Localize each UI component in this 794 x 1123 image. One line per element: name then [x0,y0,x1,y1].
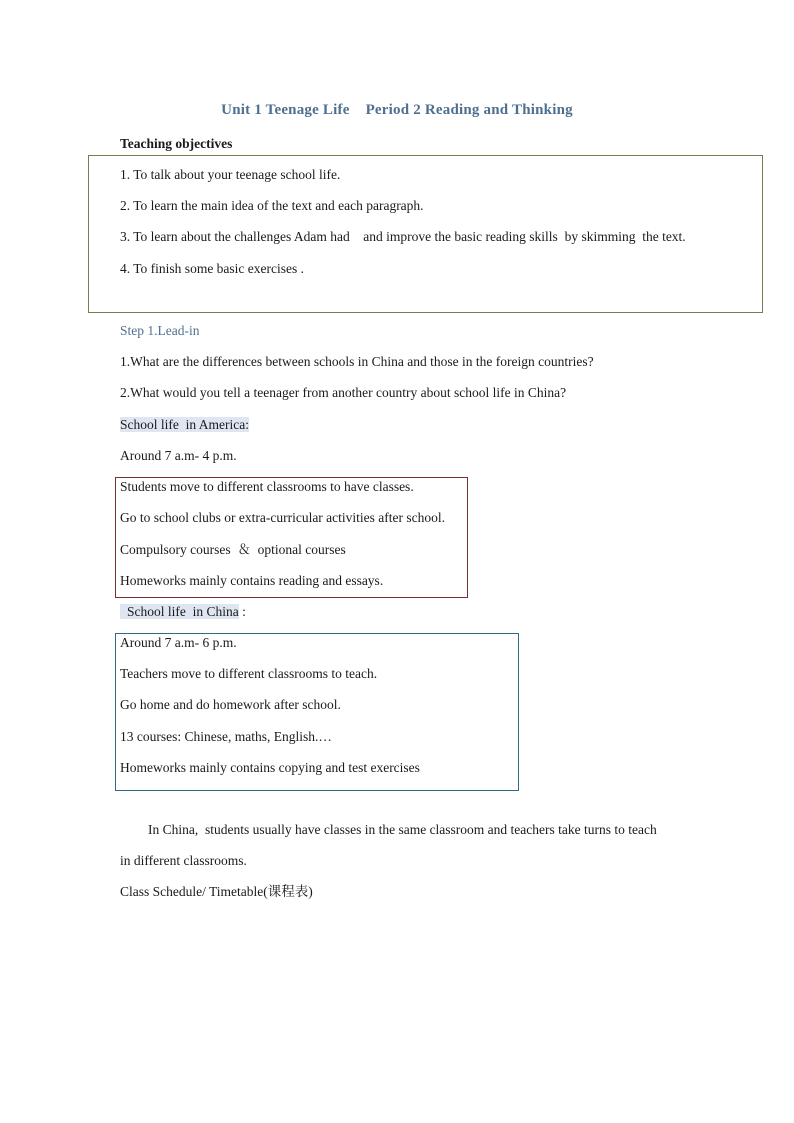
step1-heading: Step 1.Lead-in [120,323,200,338]
china-item-5: Homeworks mainly contains copying and test exercises [120,760,420,775]
period-title: Period 2 Reading and Thinking [365,102,573,118]
china-item-1: Around 7 a.m- 6 p.m. [120,635,237,650]
america-item-1: Students move to different classrooms to have classes. [120,479,414,494]
paragraph-line-2: in different classrooms. [120,853,247,868]
america-label [120,416,249,434]
objective-item-2: 2. To learn the main idea of the text and each paragraph. [120,198,424,213]
china-item-3: Go home and do homework after school. [120,697,341,712]
china-label [120,603,246,621]
objective-item-3: 3. To learn about the challenges Adam had and improve the basic reading skills by skimming the text. [120,229,686,244]
america-item-3: Compulsory courses ＆ optional courses [120,542,346,557]
china-label-text: School life in China [120,604,239,619]
paragraph-line-1: In China, students usually have classes in the same classroom and teachers take turns to teach [148,822,657,837]
america-item-4: Homeworks mainly contains reading and essays. [120,573,384,588]
america-hours: Around 7 a.m- 4 p.m. [120,448,237,463]
objectives-heading: Teaching objectives [120,136,233,151]
america-label-text: School life in America: [120,417,249,432]
objective-item-1: 1. To talk about your teenage school life. [120,167,341,182]
question-2: 2.What would you tell a teenager from another country about school life in China? [120,385,567,400]
china-item-2: Teachers move to different classrooms to teach. [120,666,378,681]
america-item-2: Go to school clubs or extra-curricular activities after school. [120,510,446,525]
page-title [0,102,794,119]
china-item-4: 13 courses: Chinese, maths, English.… [120,729,332,744]
unit-title: Unit 1 Teenage Life [221,102,350,118]
schedule-label: Class Schedule/ Timetable(课程表) [120,884,313,899]
china-label-suffix: : [238,604,246,619]
objective-item-4: 4. To finish some basic exercises . [120,261,305,276]
question-1: 1.What are the differences between schools in China and those in the foreign countries? [120,354,594,369]
